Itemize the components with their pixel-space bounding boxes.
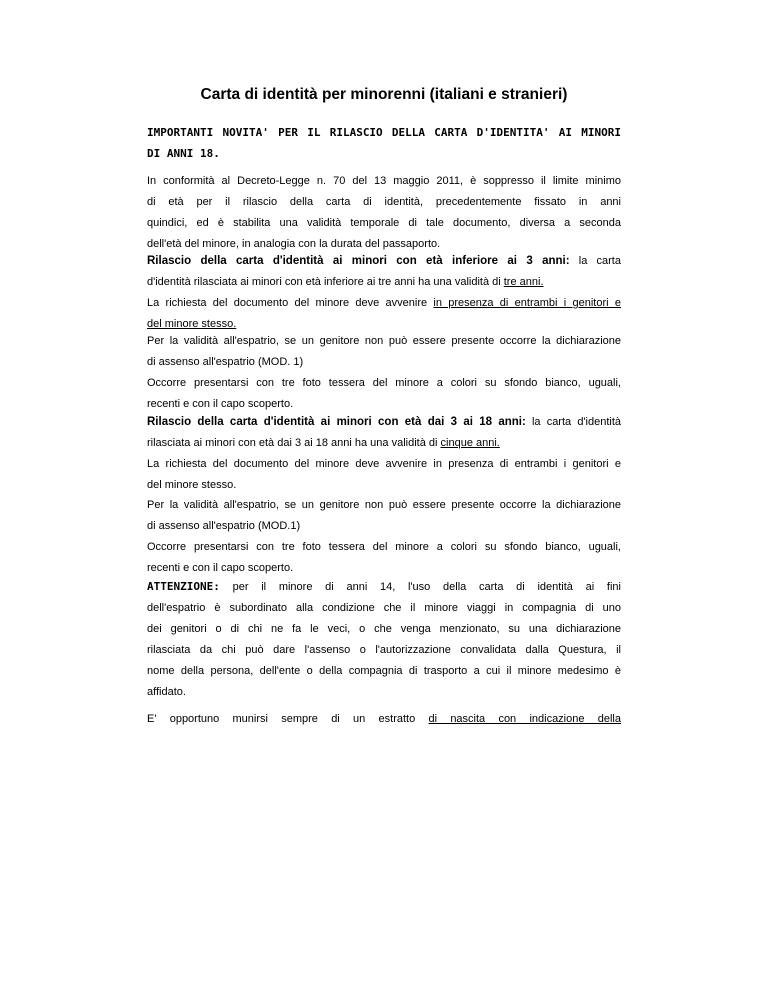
attention-line-6: affidato.: [147, 686, 186, 698]
section1b-line-2: di assenso all'espatrio (MOD. 1): [147, 356, 304, 368]
section2-line-3: La richiesta del documento del minore deve avvenire in presenza di entrambi i genitori e: [147, 458, 621, 470]
section2b-line-3: Occorre presentarsi con tre foto tessera del minore a colori su sfondo bianco, uguali,: [147, 541, 621, 553]
section1-line-2: [147, 272, 621, 293]
intro-line-3: quindici, ed è stabilita una validità temporale di tale documento, diversa a seconda: [147, 217, 621, 229]
intro-line-1: In conformità al Decreto-Legge n. 70 del 13 maggio 2011, è soppresso il limite minimo: [147, 175, 621, 187]
final-line-text: E' opportuno munirsi sempre di un estratto: [147, 713, 429, 725]
intro-line-2: di età per il rilascio della carta di identità, precedentemente fissato in anni: [147, 196, 621, 208]
section2-heading: Rilascio della carta d'identità ai minori con età dai 3 ai 18 anni:: [147, 416, 526, 428]
section1-expatriation: [147, 331, 621, 415]
section1b-line-1: Per la validità all'espatrio, se un genitore non può essere presente occorre la dichiarazione: [147, 335, 621, 347]
section2-line-1-rest: la carta d'identità: [525, 416, 622, 428]
section1-line-1-rest: la carta: [569, 255, 621, 267]
section1-line-3-text: La richiesta del documento del minore deve avvenire: [147, 297, 434, 309]
section1-line-2-text: d'identità rilasciata ai minori con età inferiore ai tre anni ha una validità di: [147, 276, 504, 288]
final-line-1: [147, 709, 621, 730]
section1-line-3: [147, 293, 621, 314]
section2b-line-4: recenti e con il capo scoperto.: [147, 562, 294, 574]
attention-line-5: nome della persona, dell'ente o della compagnia di trasporto a cui il minore medesimo è: [147, 665, 621, 677]
section-3-to-18: [147, 412, 621, 496]
heading-line-2: DI ANNI 18.: [147, 147, 220, 160]
section2-line-2: [147, 433, 621, 454]
attention-line-1-rest: per il minore di anni 14, l'uso della carta di identità ai fini: [219, 581, 621, 593]
intro-paragraph: [147, 171, 621, 255]
intro-line-4: dell'età del minore, in analogia con la durata del passaporto.: [147, 238, 441, 250]
presence-requirement-cont: del minore stesso.: [147, 318, 237, 330]
heading-line-1: IMPORTANTI NOVITA' PER IL RILASCIO DELLA CARTA D'IDENTITA' AI MINORI: [147, 126, 621, 139]
final-paragraph: [147, 709, 621, 730]
section2b-line-2: di assenso all'espatrio (MOD.1): [147, 520, 301, 532]
attention-line-2: dell'espatrio è subordinato alla condizione che il minore viaggi in compagnia di uno: [147, 602, 621, 614]
section2-expatriation: [147, 495, 621, 579]
page-title: Carta di identità per minorenni (italiani e stranieri): [200, 86, 568, 103]
attention-paragraph: [147, 576, 621, 703]
section2-line-4: del minore stesso.: [147, 479, 237, 491]
section-under-3: [147, 251, 621, 335]
birth-certificate-note: di nascita con indicazione della: [428, 713, 621, 725]
section2-line-2-text: rilasciata ai minori con età dai 3 ai 18 anni ha una validità di: [147, 437, 441, 449]
attention-line-1: [147, 576, 621, 598]
section2b-line-1: Per la validità all'espatrio, se un genitore non può essere presente occorre la dichiarazione: [147, 499, 621, 511]
attention-label: ATTENZIONE:: [147, 580, 220, 593]
attention-line-4: rilasciata da chi può dare l'assenso o l'autorizzazione convalidata dalla Questura, il: [147, 644, 621, 656]
section2-line-1: [147, 412, 621, 433]
presence-requirement: in presenza di entrambi i genitori e: [433, 297, 621, 309]
section1-heading: Rilascio della carta d'identità ai minori con età inferiore ai 3 anni:: [147, 255, 570, 267]
attention-line-3: dei genitori o di chi ne fa le veci, o che venga menzionato, su una dichiarazione: [147, 623, 621, 635]
validity-three-years: tre anni.: [503, 276, 544, 288]
section1-line-1: [147, 251, 621, 272]
validity-five-years: cinque anni.: [440, 437, 500, 449]
section1b-line-4: recenti e con il capo scoperto.: [147, 398, 294, 410]
section1b-line-3: Occorre presentarsi con tre foto tessera del minore a colori su sfondo bianco, uguali,: [147, 377, 621, 389]
important-heading: [147, 122, 621, 164]
